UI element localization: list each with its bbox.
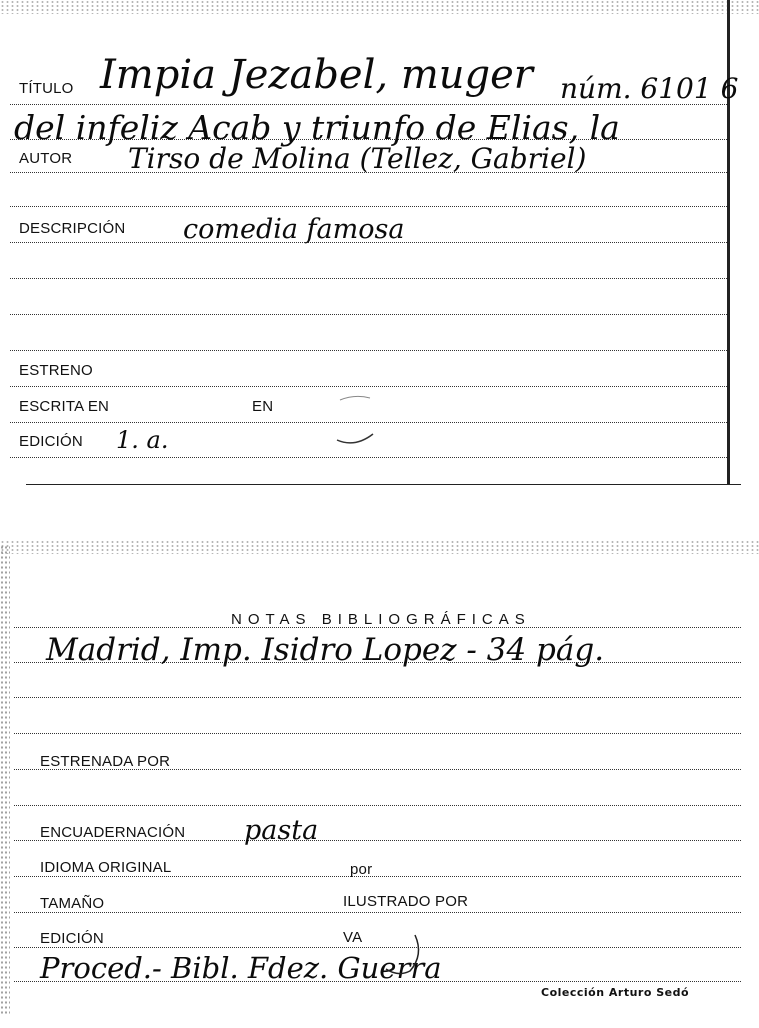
descripcion-handwriting: comedia famosa <box>183 214 405 245</box>
top-edge-noise <box>0 540 759 554</box>
rule <box>14 733 741 734</box>
titulo-handwriting-line2: del infeliz Acab y triunfo de Elias, la <box>14 108 620 147</box>
notas-bibliograficas-heading: NOTAS BIBLIOGRÁFICAS <box>231 611 531 628</box>
edicion-label: EDICIÓN <box>40 930 104 947</box>
collection-credit: Colección Arturo Sedó <box>541 986 690 999</box>
autor-label: AUTOR <box>19 150 73 167</box>
paper-smudge <box>380 925 430 985</box>
tamano-label: TAMAÑO <box>40 895 105 912</box>
rule <box>14 947 741 948</box>
escrita-en-label: ESCRITA EN <box>19 398 110 415</box>
titulo-handwriting-line1: Impia Jezabel, muger <box>100 52 533 98</box>
notas-handwriting: Madrid, Imp. Isidro Lopez - 34 pág. <box>46 632 605 668</box>
top-edge-noise <box>0 0 759 14</box>
rule <box>10 278 727 279</box>
rule <box>10 350 727 351</box>
va-label: VA <box>343 929 363 946</box>
rule <box>14 876 741 877</box>
rule <box>10 386 727 387</box>
edicion-handwriting: 1. a. <box>116 426 169 454</box>
encuadernacion-label: ENCUADERNACIÓN <box>40 824 186 841</box>
en-label: EN <box>252 398 274 415</box>
rule <box>14 697 741 698</box>
catalog-number: núm. 6101 6 <box>560 72 739 105</box>
catalog-card-back <box>0 535 759 1028</box>
encuadernacion-handwriting: pasta <box>244 815 319 846</box>
procedencia-handwriting: Proced.- Bibl. Fdez. Guerra <box>40 951 442 985</box>
rule <box>10 457 727 458</box>
rule <box>14 805 741 806</box>
rule <box>10 206 727 207</box>
catalog-card-front <box>0 0 759 495</box>
left-edge-noise <box>0 545 10 1015</box>
idioma-original-label: IDIOMA ORIGINAL <box>40 859 172 876</box>
descripcion-label: DESCRIPCIÓN <box>19 220 126 237</box>
ilustrado-por-label: ILUSTRADO POR <box>343 893 469 910</box>
card-bottom-line <box>26 484 741 485</box>
paper-smudge <box>325 390 385 450</box>
por-label: por <box>350 861 373 878</box>
estrenada-por-label: ESTRENADA POR <box>40 753 171 770</box>
edicion-label: EDICIÓN <box>19 433 83 450</box>
rule <box>10 314 727 315</box>
titulo-label: TÍTULO <box>19 80 74 97</box>
estreno-label: ESTRENO <box>19 362 93 379</box>
autor-handwriting: Tirso de Molina (Tellez, Gabriel) <box>128 142 587 175</box>
rule <box>14 912 741 913</box>
